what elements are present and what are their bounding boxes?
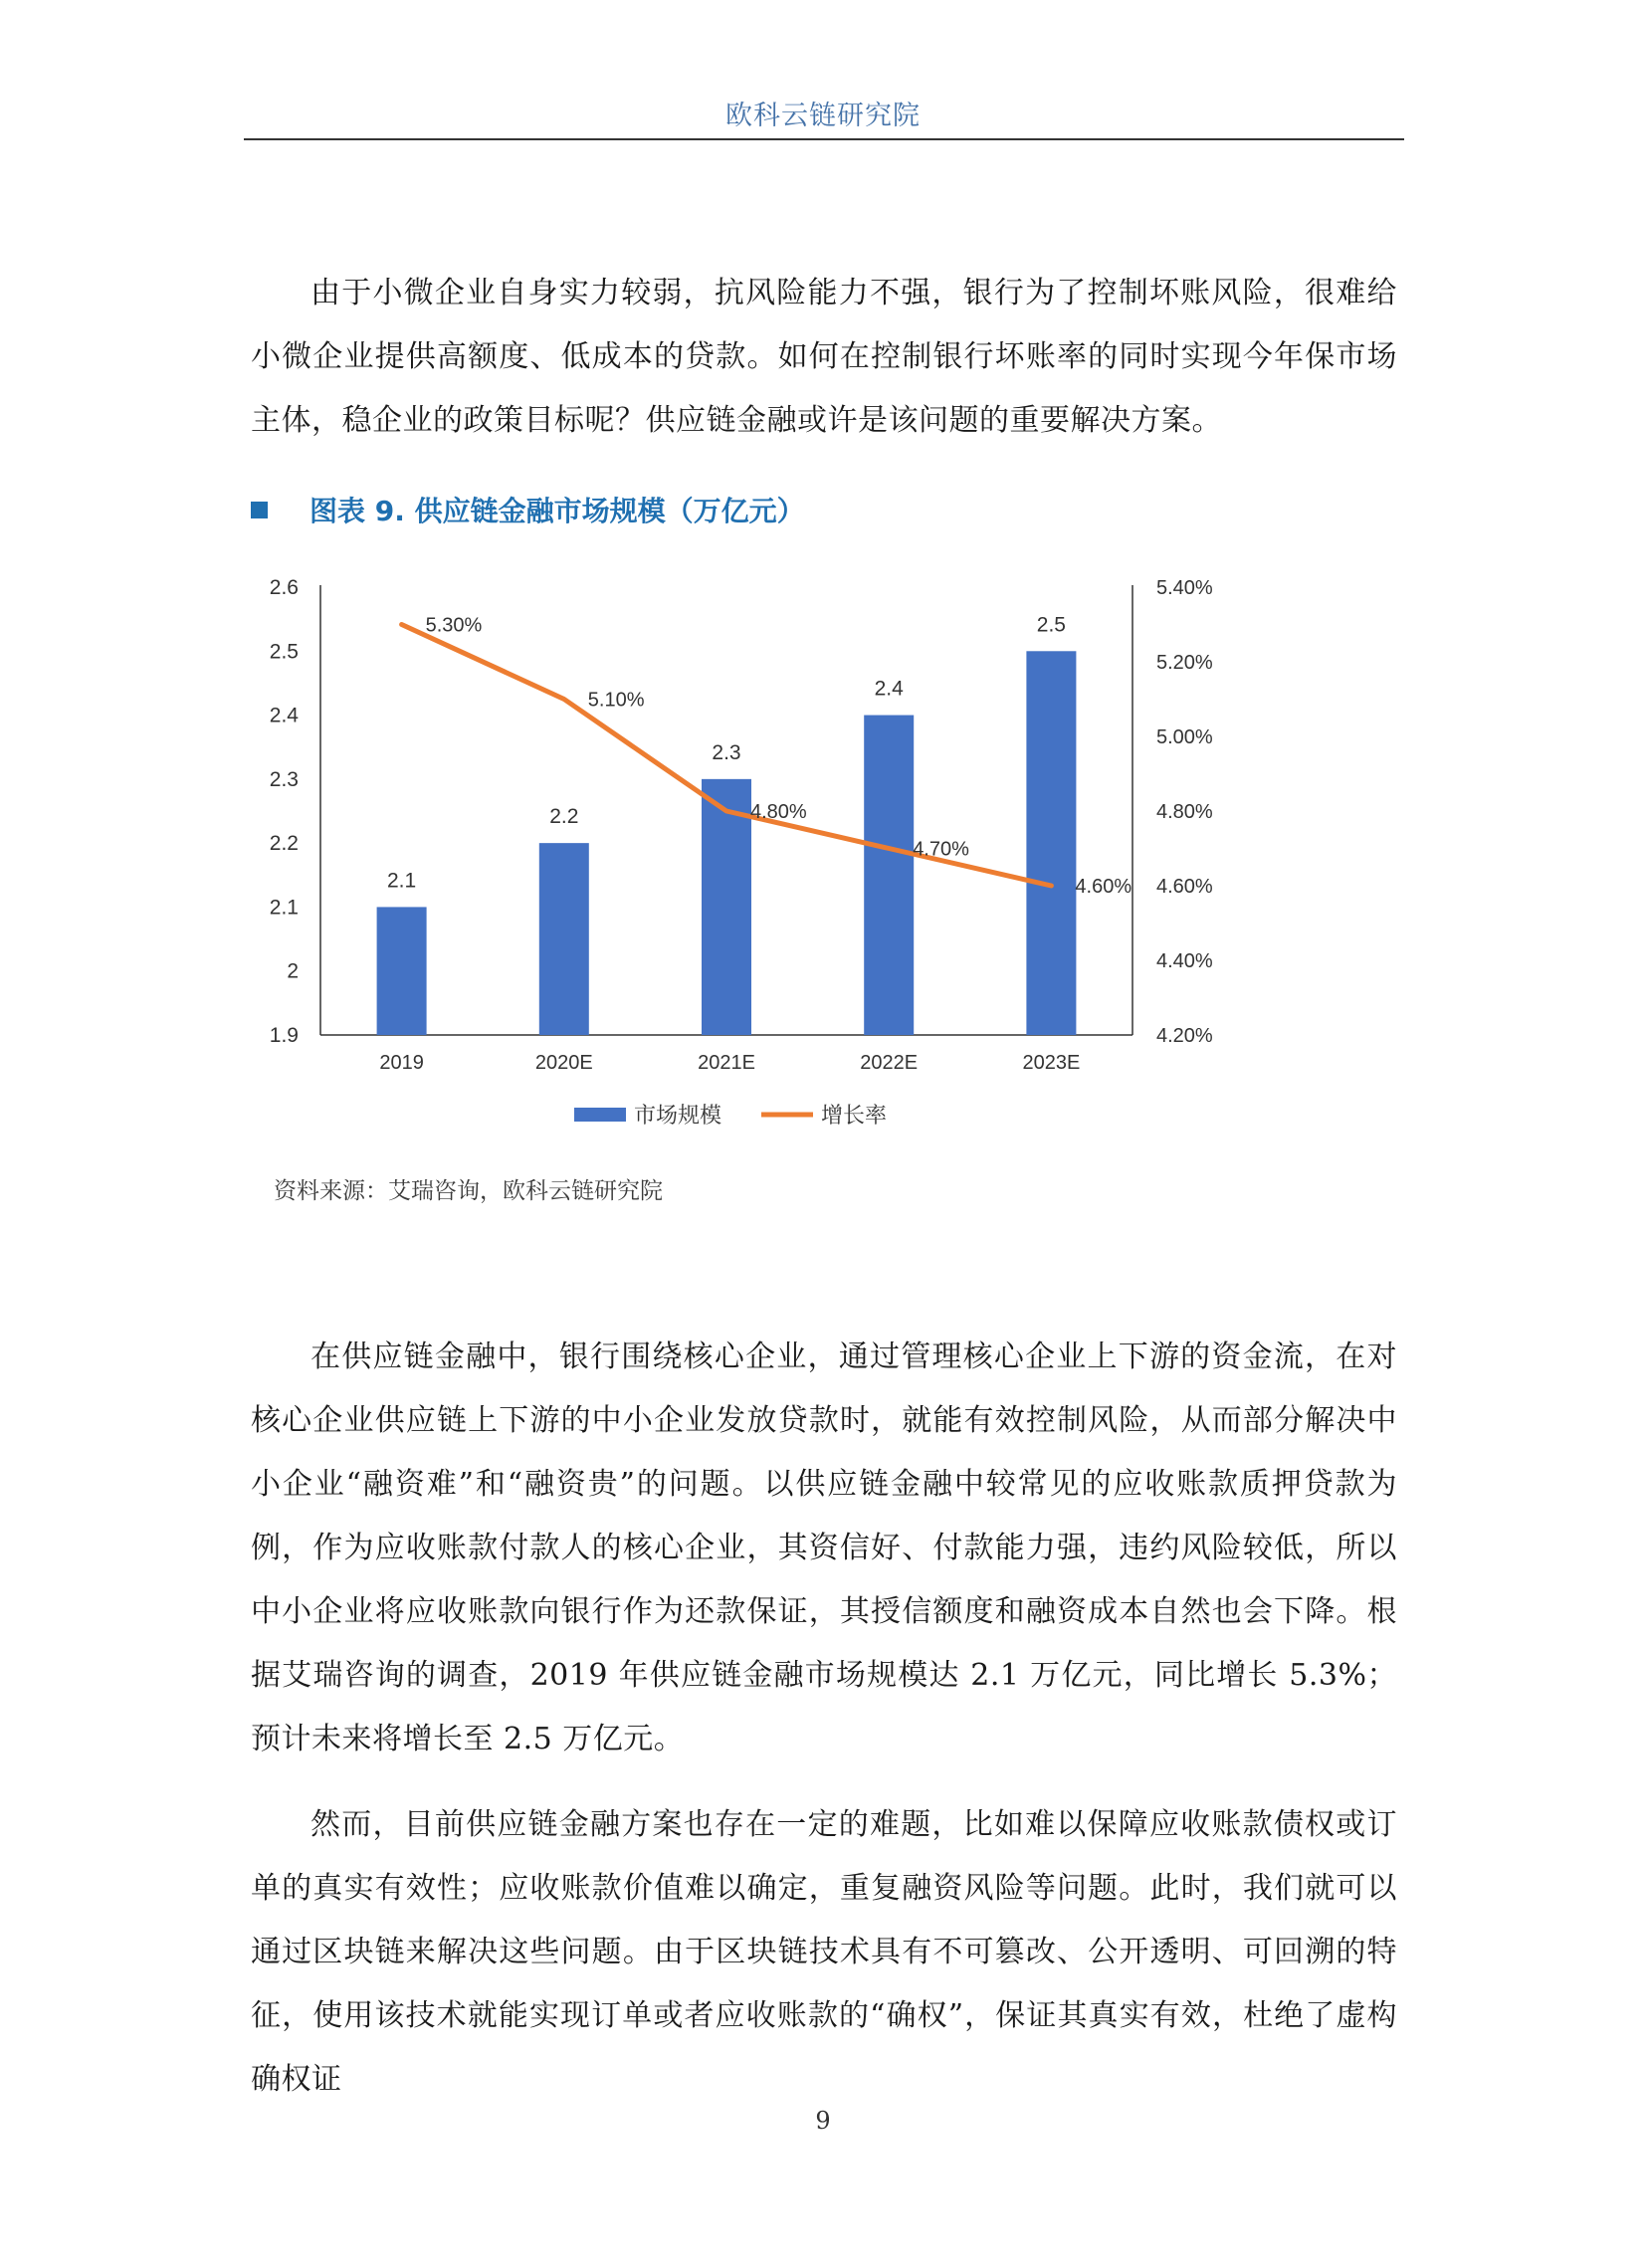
y-right-tick-label: 4.80% bbox=[1156, 801, 1213, 823]
y-left-tick-label: 2.2 bbox=[269, 832, 299, 856]
bar-data-label: 2.5 bbox=[1036, 613, 1067, 637]
y-left-tick-label: 2.4 bbox=[269, 704, 299, 727]
header-divider bbox=[244, 138, 1404, 140]
y-right-tick-label: 4.40% bbox=[1156, 950, 1213, 972]
header-title: 欧科云链研究院 bbox=[725, 101, 921, 131]
market-size-chart bbox=[251, 552, 1246, 1149]
y-left-tick-label: 2.5 bbox=[269, 640, 299, 664]
legend-label-market-size: 市场规模 bbox=[634, 1103, 722, 1128]
bar-data-label: 2.4 bbox=[874, 677, 904, 701]
x-tick-label: 2021E bbox=[698, 1052, 755, 1074]
y-right-tick-label: 4.60% bbox=[1156, 876, 1213, 898]
bar-data-label: 2.1 bbox=[386, 869, 417, 893]
y-right-tick-label: 5.20% bbox=[1156, 652, 1213, 674]
y-left-tick-label: 2.6 bbox=[269, 576, 299, 599]
bar-market-size bbox=[864, 716, 914, 1035]
line-data-label: 5.10% bbox=[587, 689, 645, 712]
line-data-label: 4.60% bbox=[1075, 876, 1132, 898]
x-tick-label: 2019 bbox=[379, 1052, 424, 1074]
bar-data-label: 2.2 bbox=[549, 805, 579, 829]
y-right-tick-label: 5.40% bbox=[1156, 577, 1213, 599]
x-tick-label: 2022E bbox=[860, 1052, 919, 1074]
y-left-tick-label: 2.1 bbox=[269, 896, 299, 920]
line-data-label: 4.70% bbox=[913, 838, 969, 861]
line-data-label: 4.80% bbox=[750, 801, 807, 823]
y-left-tick-label: 1.9 bbox=[269, 1024, 299, 1047]
bar-market-size bbox=[539, 843, 589, 1035]
figure-title-text: 图表 9. 供应链金融市场规模（万亿元） bbox=[309, 495, 805, 527]
y-left-tick-label: 2 bbox=[287, 959, 299, 983]
figure-source: 资料来源：艾瑞咨询，欧科云链研究院 bbox=[274, 1178, 663, 1204]
page-number: 9 bbox=[815, 2107, 831, 2135]
y-right-tick-label: 5.00% bbox=[1156, 726, 1213, 748]
bar-market-size bbox=[377, 907, 427, 1035]
y-left-tick-label: 2.3 bbox=[269, 767, 299, 791]
bar-market-size bbox=[1026, 651, 1076, 1035]
x-tick-label: 2020E bbox=[534, 1052, 593, 1074]
body-paragraph-2: 在供应链金融中，银行围绕核心企业，通过管理核心企业上下游的资金流，在对核心企业供应链上下游的中小企业发放贷款时，就能有效控制风险，从而部分解决中小企业“融资难”和“融资贵”的问题。以供应链金融中较常见的应收账款质押贷款为例，作为应收账款付款人的核心企业，其资信好、付款能力强，违约风险较低，所以中小企业将应收账款向银行作为还款保证，其授信额度和融资成本自然也会下降。根据艾瑞咨询的调查，2019 年供应链金融市场规模达 2.1 万亿元，同比增长 5.3%；预计未来将增长至 2.5 万亿元。 bbox=[251, 1340, 1397, 1756]
legend-swatch-market-size bbox=[574, 1108, 626, 1122]
bar-data-label: 2.3 bbox=[712, 740, 741, 764]
x-tick-label: 2023E bbox=[1022, 1052, 1081, 1074]
legend-label-growth-rate: 增长率 bbox=[821, 1103, 888, 1128]
body-paragraph-3: 然而，目前供应链金融方案也存在一定的难题，比如难以保障应收账款债权或订单的真实有效性；应收账款价值难以确定，重复融资风险等问题。此时，我们就可以通过区块链来解决这些问题。由于区块链技术具有不可篡改、公开透明、可回溯的特征，使用该技术就能实现订单或者应收账款的“确权”，保证其真实有效，杜绝了虚构确权证 bbox=[251, 1807, 1397, 2097]
body-paragraph-1: 由于小微企业自身实力较弱，抗风险能力不强，银行为了控制坏账风险，很难给小微企业提供高额度、低成本的贷款。如何在控制银行坏账率的同时实现今年保市场主体，稳企业的政策目标呢？供应链金融或许是该问题的重要解决方案。 bbox=[251, 276, 1397, 438]
y-right-tick-label: 4.20% bbox=[1156, 1025, 1213, 1047]
figure-title bbox=[251, 490, 805, 529]
figure-marker-square bbox=[251, 502, 268, 518]
line-data-label: 5.30% bbox=[425, 614, 483, 637]
